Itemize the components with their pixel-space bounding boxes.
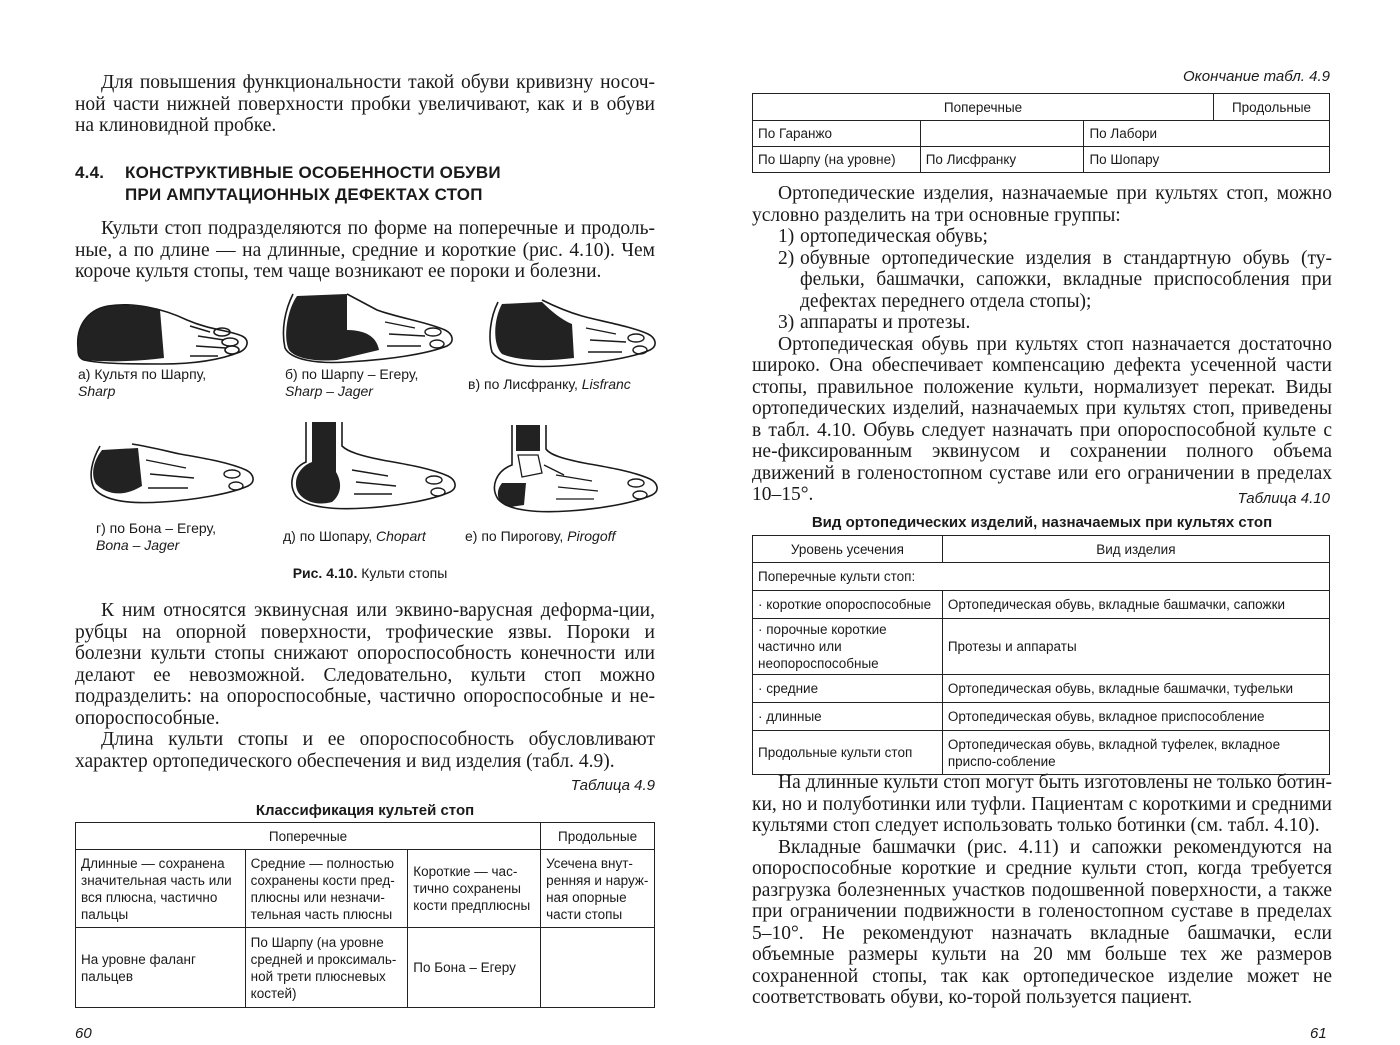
right-paragraph-1: [752, 183, 1332, 506]
continuation-label: Окончание табл. 4.9: [1183, 68, 1330, 85]
cell-bona-jager: По Бона – Егеру: [408, 928, 541, 1008]
paragraph-2-text: К ним относятся эквинусная или эквино-варусная деформа-ции, рубцы на опорной поверхности, трофические язвы. Пороки и болезни культи стопы снижают опороспособность конечности или делают ее невозможной. Следовательно, культи стоп можно подразделить: на опороспособные, частично опороспособные и не-опороспособные.: [75, 600, 655, 729]
list-item: 3) аппараты и протезы.: [778, 312, 971, 333]
page-number-left: 60: [75, 1025, 92, 1042]
table-row: · длинные Ортопедическая обувь, вкладное приспособление: [753, 703, 1330, 731]
section-number: 4.4.: [75, 163, 105, 182]
section-title-line2: ПРИ АМПУТАЦИОННЫХ ДЕФЕКТАХ СТОП: [125, 185, 483, 204]
intro-paragraph: [75, 72, 655, 137]
table-4-10-label: Таблица 4.10: [1237, 490, 1330, 507]
cell-middle-stumps: Средние — полностью сохранены кости пред-плюсны или незначи-тельная часть плюсны: [245, 850, 408, 928]
table-row: · порочные короткие частично или неопороспособные Протезы и аппараты: [753, 619, 1330, 675]
foot-illustration-b: [283, 294, 452, 362]
header-long: Продольные: [541, 823, 655, 850]
table-4-9-label: Таблица 4.9: [570, 777, 655, 794]
section-title-line1: КОНСТРУКТИВНЫЕ ОСОБЕННОСТИ ОБУВИ: [125, 163, 501, 182]
cont-header-long: Продольные: [1214, 94, 1330, 121]
cont-cell-labori: По Лабори: [1084, 121, 1330, 147]
right-paragraph-3-text: На длинные культи стоп могут быть изготовлены не только ботин-ки, но и полуботинки или туфли. Пациентам с короткими и средними культями стоп следует использовать только ботинки (см. табл. 4.10).: [752, 772, 1332, 836]
cell-empty: [541, 928, 655, 1008]
right-paragraph-4-text: Вкладные башмачки (рис. 4.11) и сапожки рекомендуются на опороспособные короткие и средние культи стоп, когда требуется разгрузка болезненных участков подошвенной поверхности, а также при ограничении подвижности в голеностопном суставе в пределах 5–10°. Не рекомендуют назначать вкладные башмачки, если объемные размеры культи на 20 мм больше тех же размеров сохраненной стопы, так как ортопедическое изделие может не соответствовать обуви, ко-торой пользуется пациент.: [752, 836, 1332, 1008]
cont-cell-lisfranc: По Лисфранку: [920, 147, 1084, 173]
table-row: · короткие опороспособные Ортопедическая обувь, вкладные башмачки, сапожки: [753, 591, 1330, 619]
section-heading: [75, 162, 675, 206]
figure-title: Рис. 4.10. Культи стопы: [292, 565, 448, 581]
table-4-9-title: Классификация культей стоп: [255, 802, 475, 819]
foot-illustration-f: [494, 425, 657, 512]
figure-caption-e: д) по Шопару, Chopart: [283, 528, 426, 544]
cell-sharp-level: По Шарпу (на уровне средней и проксималь-ной трети плюсневых костей): [245, 928, 408, 1008]
right-paragraph-2-text: Ортопедическая обувь при культях стоп назначается достаточно широко. Она обеспечивает компенсацию дефекта усеченной части стопы, правильное положение культи, нормализует перекат. Виды ортопедических изделий, назначаемых при культях стоп, приведены в табл. 4.10. Обувь следует назначать при опороспособной культе с не-фиксированным эквинусом и сохранении полного объема движений в голеностопном суставе или его ограничении в пределах 10–15°.: [752, 333, 1332, 505]
cont-cell-garanjo: По Гаранжо: [753, 121, 921, 147]
foot-illustration-d: [91, 444, 253, 503]
cell-longitudinal: Усечена внут-ренняя и наруж-ная опорные части стопы: [541, 850, 655, 928]
list-item: 1) ортопедическая обувь;: [778, 226, 988, 247]
figure-caption-d: г) по Бона – Егеру, Bona – Jager: [96, 520, 217, 553]
right-page: [700, 0, 1400, 1045]
paragraph-1-text: Культи стоп подразделяются по форме на поперечные и продоль-ные, а по длине — на длинные, средние и короткие (рис. 4.10). Чем короче культя стопы, тем чаще возникают ее пороки и болезни.: [75, 218, 655, 282]
figure-caption-c: в) по Лисфранку, Lisfranc: [468, 376, 631, 392]
foot-illustration-e: [292, 422, 455, 509]
paragraph-1: [75, 218, 655, 283]
foot-illustration-c: [490, 300, 655, 366]
intro-text: Для повышения функциональности такой обуви кривизну носоч-ной части нижней поверхности пробки увеличивают, как и в обуви на клиновидной пробке.: [75, 72, 655, 136]
figure-caption-a: а) Культя по Шарпу, Sharp: [78, 366, 207, 399]
cell-long-stumps: Длинные — сохранена значительная часть или вся плюсна, частично пальцы: [76, 850, 246, 928]
table-4-10: [752, 535, 1330, 775]
paragraph-2: [75, 600, 655, 772]
figure-caption-b: б) по Шарпу – Егеру, Sharp – Jager: [285, 366, 419, 399]
header-cross: Поперечные: [76, 823, 541, 850]
header-level: Уровень усечения: [753, 536, 943, 563]
table-4-9: [75, 822, 655, 1008]
cell-phalanx-level: На уровне фаланг пальцев: [76, 928, 246, 1008]
cont-cell-empty: [920, 121, 1084, 147]
product-groups-list: [752, 226, 1332, 334]
cont-header-cross: Поперечные: [753, 94, 1214, 121]
foot-illustration-a: [78, 305, 247, 364]
figure-caption-f: е) по Пирогову, Pirogoff: [465, 528, 616, 544]
table-4-10-title: Вид ортопедических изделий, назначаемых при культях стоп: [811, 514, 1273, 531]
cont-cell-sharp: По Шарпу (на уровне): [753, 147, 921, 173]
cell-short-stumps: Короткие — час-тично сохранены кости предплюсны: [408, 850, 541, 928]
table-row: · средние Ортопедическая обувь, вкладные башмачки, туфельки: [753, 675, 1330, 703]
header-product: Вид изделия: [942, 536, 1329, 563]
right-paragraph-3: [752, 772, 1332, 1009]
right-paragraph-1-text: Ортопедические изделия, назначаемые при культях стоп, можно условно разделить на три основные группы:: [752, 183, 1332, 226]
group-row: Поперечные культи стоп:: [753, 563, 1330, 591]
cont-cell-chopart: По Шопару: [1084, 147, 1330, 173]
list-item: 2) обувные ортопедические изделия в стандартную обувь (ту-фельки, башмачки, сапожки, вкладные приспособления при дефектах переднего отдела стопы);: [778, 247, 1332, 312]
paragraph-3-text: Длина культи стопы и ее опороспособность обусловливают характер ортопедического обеспечения и вид изделия (табл. 4.9).: [75, 729, 655, 772]
table-4-9-continuation: [752, 93, 1330, 173]
table-row: Продольные культи стоп Ортопедическая обувь, вкладной туфелек, вкладное приспо-собление: [753, 731, 1330, 775]
page-number-right: 61: [1310, 1025, 1327, 1042]
